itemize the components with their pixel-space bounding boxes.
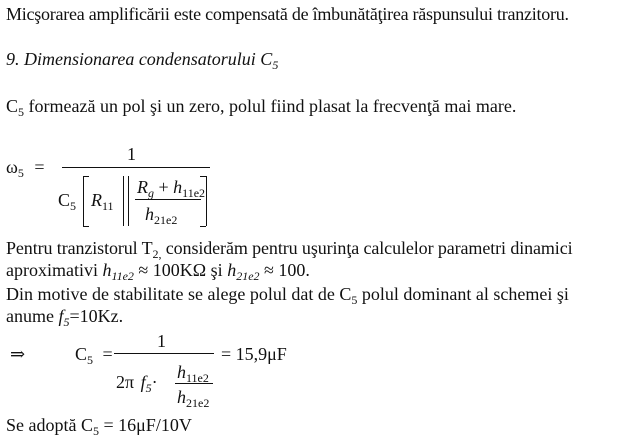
implies-arrow: ⇒ bbox=[10, 344, 26, 364]
formula2-h-numerator bbox=[177, 362, 209, 385]
h-symbol: h bbox=[173, 177, 183, 197]
h11-subscript-2: 11e2 bbox=[186, 371, 209, 385]
para-transistor-line2 bbox=[6, 260, 310, 283]
section-title-text: 9. Dimensionarea condensatorului C bbox=[6, 49, 273, 69]
formula1-fraction-bar bbox=[62, 167, 210, 168]
h11-symbol-2: h bbox=[177, 362, 186, 382]
r-symbol: R bbox=[91, 190, 102, 210]
final-text-b: = 16μF/10V bbox=[99, 415, 192, 435]
h-subscript: 11e2 bbox=[182, 186, 206, 200]
formula2-fraction-bar bbox=[114, 353, 214, 354]
para1-text-b: considerăm pentru uşurinţa calculelor parametri dinamici bbox=[161, 238, 573, 258]
formula2-inner-fraction-bar bbox=[175, 383, 213, 384]
para2-line2-a: anume bbox=[6, 306, 59, 326]
parallel-bar-right bbox=[128, 176, 129, 226]
f5-subscript: 5 bbox=[63, 315, 70, 329]
sentence-pole-zero bbox=[6, 96, 517, 119]
formula2-lhs bbox=[75, 344, 113, 367]
section-title-subscript: 5 bbox=[272, 58, 279, 72]
para-stability-line2 bbox=[6, 306, 124, 329]
c5-subscript: 5 bbox=[18, 105, 25, 119]
c5-symbol: C bbox=[6, 96, 19, 116]
para1-text-a: Pentru tranzistorul T bbox=[6, 238, 153, 258]
h21e2-subscript: 21e2 bbox=[236, 269, 260, 283]
h21-subscript: 21e2 bbox=[154, 213, 178, 227]
h21-symbol-2: h bbox=[177, 387, 186, 407]
omega-symbol: ω bbox=[6, 157, 18, 177]
formula1-numerator: 1 bbox=[127, 144, 136, 164]
para2-text-a: Din motive de stabilitate se alege polul dat de C bbox=[6, 284, 352, 304]
left-bracket bbox=[83, 176, 84, 226]
f5-symbol: f bbox=[58, 306, 64, 326]
c5-subscript-2: 5 bbox=[351, 293, 358, 307]
h21-symbol: h bbox=[145, 204, 154, 224]
formula2-denominator-left bbox=[116, 372, 158, 395]
formula1-c5 bbox=[58, 190, 77, 213]
formula1-inner-denominator bbox=[145, 204, 178, 227]
c-subscript-2: 5 bbox=[87, 353, 94, 367]
plus-sign: + bbox=[154, 177, 174, 197]
para-stability-line1 bbox=[6, 284, 569, 307]
formula1-inner-numerator bbox=[137, 177, 206, 200]
h21e2-symbol: h bbox=[227, 260, 237, 280]
left-bracket-top bbox=[83, 176, 89, 177]
para1-line2-b: ≈ 100KΩ şi bbox=[133, 260, 228, 280]
intro-span: Micşorarea amplificării este compensată de îmbunătăţirea răspunsului tranzitoru. bbox=[6, 4, 569, 24]
equals-sign: = bbox=[34, 157, 45, 177]
f-symbol: f bbox=[140, 372, 146, 392]
left-bracket-bottom bbox=[83, 226, 89, 227]
right-bracket-bottom bbox=[200, 226, 206, 227]
parallel-bar-left bbox=[123, 176, 124, 226]
final-text-a: Se adoptă C bbox=[6, 415, 93, 435]
para2-line2-b: =10Kz. bbox=[69, 306, 124, 326]
rg-symbol: R bbox=[137, 177, 148, 197]
sentence-pole-zero-text: formează un pol şi un zero, polul fiind plasat la frecvenţă mai mare. bbox=[24, 96, 517, 116]
multiply-dot: · bbox=[151, 372, 158, 392]
right-bracket bbox=[206, 176, 207, 226]
c-subscript: 5 bbox=[70, 199, 77, 213]
adopted-value bbox=[6, 415, 192, 438]
formula1-r11 bbox=[91, 190, 114, 213]
r-subscript: 11 bbox=[102, 199, 114, 213]
formula1-inner-fraction-bar bbox=[135, 199, 201, 200]
intro-text bbox=[6, 4, 569, 24]
h21-subscript-2: 21e2 bbox=[186, 396, 210, 410]
para1-line2-c: ≈ 100. bbox=[259, 260, 310, 280]
formula2-result: = 15,9μF bbox=[221, 344, 287, 364]
t2-subscript: 2, bbox=[152, 247, 162, 261]
para1-line2-a: aproximativi bbox=[6, 260, 103, 280]
equals-sign-2: = bbox=[102, 344, 113, 364]
para2-text-b: polul dominant al schemei şi bbox=[357, 284, 569, 304]
para-transistor-line1 bbox=[6, 238, 573, 261]
final-subscript: 5 bbox=[93, 424, 99, 438]
h11e2-subscript: 11e2 bbox=[111, 269, 134, 283]
formula2-h-denominator bbox=[177, 387, 210, 410]
f-subscript: 5 bbox=[145, 381, 152, 395]
section-title bbox=[6, 49, 279, 72]
c-symbol-2: C bbox=[75, 344, 88, 364]
h11e2-symbol: h bbox=[102, 260, 112, 280]
omega5-lhs bbox=[6, 157, 45, 180]
c-symbol: C bbox=[58, 190, 71, 210]
formula2-numerator: 1 bbox=[157, 331, 166, 351]
rg-subscript: g bbox=[148, 186, 154, 200]
right-bracket-top bbox=[200, 176, 206, 177]
two-pi: 2π bbox=[116, 372, 135, 392]
omega-subscript: 5 bbox=[17, 166, 24, 180]
